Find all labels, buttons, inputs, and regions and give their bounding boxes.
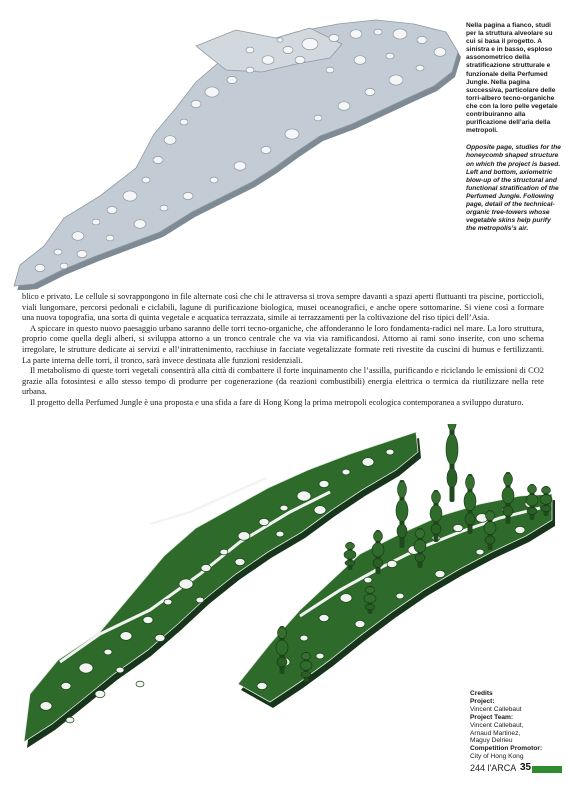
tower-pod [397,524,407,538]
credits-project-label: Project: [470,697,495,705]
tower-pod [278,627,287,639]
tower-pod [448,424,457,431]
garden-hole [276,531,284,537]
honeycomb-hole [277,38,283,42]
honeycomb-hole [60,263,68,269]
article-body [22,292,544,409]
honeycomb-hole [246,67,254,73]
body-paragraph-2: A spiccare in questo nuovo paesaggio urbano saranno delle torri tecno-organiche, che affonderanno le loro fondamenta-radici nel mare. La loro struttura, proprio come quella degli alberi, si sviluppa attorno a un tronco centrale che va via via ramificandosi. Attorno ai rami sono inserite, con uno schema irregolare, le strutture dedicate ai servizi e all’intrattenimento, racchiuse in facciate vegetalizzate formate reti rivestite da cuscini di humus e fertilizzanti. La parte interna delle torri, il tronco, sarà invece destinata alle funzioni residenziali. [22,323,544,365]
honeycomb-hole [434,48,446,57]
honeycomb-hole [389,75,403,85]
garden-hole [364,577,372,583]
garden-hole [61,682,71,689]
honeycomb-hole [246,47,254,53]
tower-pod [541,506,551,512]
credits-promotor: City of Hong Kong [470,753,524,761]
tower-pod [374,531,383,542]
honeycomb-hole [314,115,322,121]
tower-pod [346,543,355,550]
garden-hole [104,649,112,655]
garden-hole [297,491,311,501]
honeycomb-hole [285,129,299,139]
garden-hole [40,702,52,711]
tower-pod [540,495,552,505]
honeycomb-hole [164,136,176,145]
garden-hole [220,549,228,555]
garden-hole [300,635,308,641]
tower-pod [430,505,442,522]
honeycomb-hole [283,46,293,53]
honeycomb-hole [123,191,137,201]
page-number: 35 [520,762,532,773]
garden-hole [515,526,525,533]
credits-team-member: Maguy Delrieu [470,737,513,745]
tower-pod [345,560,355,566]
body-paragraph-1: blico e privato. Le cellule si sovrappongono in file alternate così che chi le attraversa si trova sempre davanti a spazi aperti fluttuanti tra piscine, porticcioli, viali lungomare, percorsi pedonali e ciclabili, lagune di purificazione biologica, musei oceanografici, e anche opere sottomarine. Si viene così a formare una nuova topografia, una sorta di quinta vegetale e acquatica terrazzata, simile ai terrazzamenti per la coltivazione del riso tipici dell’Asia. [22,292,544,323]
tower-pod [526,494,538,506]
garden-hole [314,506,326,515]
garden-hole [453,524,463,531]
tower-pod [373,559,383,568]
garden-hole [179,579,193,589]
credits-promotor-label: Competition Promotor: [470,745,543,753]
tower-pod [431,524,441,534]
honeycomb-hole [54,249,62,255]
tower-pod [416,529,425,539]
honeycomb-hole [329,34,339,41]
garden-hole [235,558,245,565]
garden-hole [116,667,124,673]
honeycomb-hole [210,177,218,183]
credits-team-member: Arnaud Martinez, [470,729,521,737]
garden-hole [120,632,132,641]
honeycomb-hole [365,88,375,95]
garden-hole [280,505,288,511]
garden-hole [201,564,211,571]
honeycomb-hole [338,102,350,111]
tower-pod [528,485,537,494]
garden-hole [257,682,267,689]
garden-hole [342,469,350,475]
green-accent-bar [532,766,562,773]
honeycomb-structure-render [0,0,462,290]
garden-hole [79,663,93,673]
honeycomb-hole [106,235,114,241]
honeycomb-hole [262,56,274,65]
honeycomb-hole [183,192,193,199]
garden-hole [155,634,165,641]
honeycomb-hole [92,219,100,225]
garden-hole [196,597,204,603]
honeycomb-hole [350,30,362,39]
tower-pod [464,491,476,510]
honeycomb-hole [326,67,334,73]
honeycomb-hole [386,53,394,59]
garden-hole [319,614,329,621]
tower-pod [277,657,287,667]
garden-hole [387,560,397,567]
tower-pod [365,604,375,610]
issue-label: 244 l'ARCA [470,763,517,773]
tower-pod [414,540,426,553]
honeycomb-hole [374,29,382,35]
tower-pod [446,434,458,465]
honeycomb-hole [142,177,150,183]
honeycomb-hole [77,250,87,257]
tower-pod [503,506,513,516]
tower-pod [502,487,514,504]
credits-team-member: Vincent Callebaut, [470,721,524,729]
tower-pod [302,653,311,660]
tower-pod [527,507,537,514]
tower-pod [398,481,407,497]
honeycomb-hole [261,146,271,153]
honeycomb-hole [234,162,246,171]
credits-title: Credits [470,690,493,697]
garden-hole [355,620,365,627]
honeycomb-hole [393,29,407,39]
garden-hole [362,458,374,467]
tower-pod [300,661,312,671]
garden-hole [386,449,394,455]
garden-hole [319,480,329,487]
honeycomb-hole [153,156,163,163]
tower-pod [486,511,495,521]
body-paragraph-4: Il progetto della Perfumed Jungle è una proposta e una sfida a fare di Hong Kong la prima metropoli ecologica contemporanea a sviluppo duraturo. [30,397,524,407]
tower-pod [372,543,384,557]
tower-pod [301,672,311,678]
garden-hole [66,717,74,723]
honeycomb-hole [302,38,318,50]
honeycomb-hole [160,205,168,211]
tower-pod [276,640,288,655]
honeycomb-hole [205,87,219,97]
tower-pod [396,500,408,522]
honeycomb-hole [191,100,201,107]
garden-hole [396,593,404,599]
honeycomb-hole [416,65,424,71]
garden-hole [95,690,105,697]
caption-english: Opposite page, studies for the honeycomb shaped structure on which the project is based. Left and bottom, axiometric blow-up of the structural and functional stratification of the Perfumed Jungle. Following page, detail of the technical-organic tree-towers whose vegetable skins help purify the metropolis’s air. [466,144,561,233]
tower-pod [465,513,475,525]
tower-pod [364,594,376,603]
caption-italian: Nella pagina a fianco, studi per la struttura alveolare su cui si basa il progetto. A sinistra e in basso, esploso assonometrico della stratificazione strutturale e funzionale della Perfumed Jungle. Nella pagina successiva, particolare delle torri-albero tecno-organiche che con la loro pelle vegetale contribuiranno alla purificazione dell’aria della metropoli. [466,22,558,135]
honeycomb-hole [295,56,305,63]
honeycomb-hole [72,232,84,241]
side-caption [466,22,562,233]
garden-hole [316,653,324,659]
garden-hole [340,594,352,603]
tower-pod [466,475,475,489]
credits-team-label: Project Team: [470,713,514,721]
tower-pod [432,491,441,503]
garden-hole [143,616,153,623]
credits-block [470,690,562,761]
garden-hole [238,532,250,541]
credits-project: Vincent Callebaut [470,705,522,713]
tower-pod [415,554,425,562]
tower-pod [366,587,375,594]
honeycomb-hole [227,76,237,83]
honeycomb-hole [35,264,45,271]
garden-hole [476,549,484,555]
honeycomb-hole [180,119,188,125]
honeycomb-hole [354,56,366,65]
tower-pod [542,487,551,494]
garden-hole [136,681,144,687]
honeycomb-hole [134,220,146,229]
tower-pod [344,550,356,559]
tower-pod [447,468,457,487]
honeycomb-hole [417,36,427,43]
garden-hole [164,599,172,605]
page-footer [470,762,566,776]
tower-pod [485,536,495,544]
body-paragraph-3: Il metabolismo di queste torri vegetali consentirà alla città di combattere il forte inquinamento che l’assilla, purificando e riciclando le emissioni di CO2 grazie alla fotosintesi e allo stesso tempo di produrre per cogenerazione (da reazioni combustibili) energia elettrica o termica da riutilizzare nella rete urbana. [22,366,544,397]
tower-pod [504,473,513,485]
garden-hole [435,570,445,577]
honeycomb-hole [107,206,117,213]
tower-pod [484,522,496,535]
garden-hole [259,518,269,525]
